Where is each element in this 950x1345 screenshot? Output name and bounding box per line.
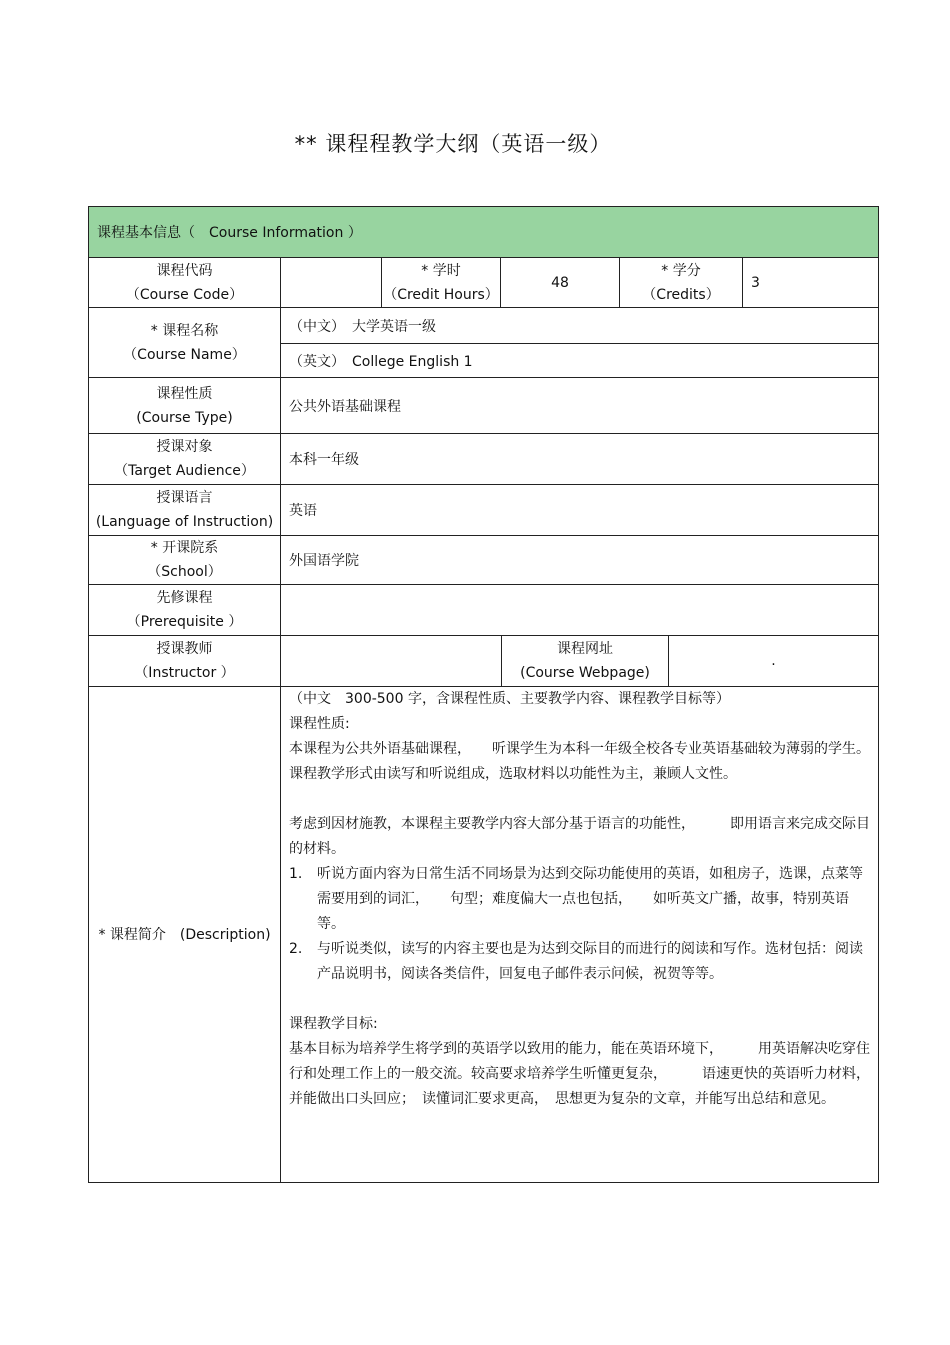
goal-heading: 课程教学目标: xyxy=(289,1016,378,1032)
description-body xyxy=(280,686,879,1183)
course-name-cn: （中文） 大学英语一级 xyxy=(280,307,879,344)
content-text: 考虑到因材施教，本课程主要教学内容大部分基于语言的功能性， 即用语言来完成交际目的材料。 xyxy=(289,816,870,857)
course-code-label: 课程代码 （Course Code） xyxy=(88,257,281,308)
target-audience-value: 本科一年级 xyxy=(280,433,879,485)
credit-hours-value: 48 xyxy=(500,257,620,308)
course-name-label: * 课程名称 （Course Name） xyxy=(88,307,281,378)
course-webpage-value: . xyxy=(668,635,879,687)
description-label: * 课程简介 (Description) xyxy=(88,686,281,1183)
page-title: ** 课程程教学大纲（英语一级） xyxy=(294,132,612,156)
credit-hours-label: * 学时 （Credit Hours） xyxy=(381,257,501,308)
language-value: 英语 xyxy=(280,484,879,536)
instructor-value xyxy=(280,635,502,687)
school-value: 外国语学院 xyxy=(280,535,879,585)
list-item: 2. 与听说类似，读写的内容主要也是为达到交际目的而进行的阅读和写作。选材包括：阅读产品说明书，阅读各类信件，回复电子邮件表示问候，祝贺等等。 xyxy=(289,941,863,982)
prerequisite-label: 先修课程 （Prerequisite ） xyxy=(88,584,281,636)
section-header-label: 课程基本信息（ Course Information ） xyxy=(97,225,362,241)
course-code-value xyxy=(280,257,382,308)
nature-text: 本课程为公共外语基础课程， 听课学生为本科一年级全校各专业英语基础较为薄弱的学生。课程教学形式由读写和听说组成，选取材料以功能性为主，兼顾人文性。 xyxy=(289,741,870,782)
course-name-en: （英文） College English 1 xyxy=(280,343,879,378)
language-label: 授课语言 (Language of Instruction) xyxy=(88,484,281,536)
nature-heading: 课程性质: xyxy=(289,716,350,732)
course-webpage-label: 课程网址 (Course Webpage) xyxy=(501,635,669,687)
description-intro: （中文 300-500 字，含课程性质、主要教学内容、课程教学目标等） xyxy=(289,691,730,707)
course-type-label: 课程性质 (Course Type) xyxy=(88,377,281,434)
credits-value: 3 xyxy=(742,257,879,308)
course-type-value: 公共外语基础课程 xyxy=(280,377,879,434)
list-item: 1. 听说方面内容为日常生活不同场景为达到交际功能使用的英语，如租房子，选课，点菜等需要用到的词汇， 句型；难度偏大一点也包括， 如听英文广播，故事，特别英语等。 xyxy=(289,866,863,932)
section-header xyxy=(88,206,879,258)
prerequisite-value xyxy=(280,584,879,636)
target-audience-label: 授课对象 （Target Audience） xyxy=(88,433,281,485)
credits-label: * 学分 （Credits） xyxy=(619,257,743,308)
goal-text: 基本目标为培养学生将学到的英语学以致用的能力，能在英语环境下， 用英语解决吃穿住行和处理工作上的一般交流。较高要求培养学生听懂更复杂， 语速更快的英语听力材料， 并能做出口头回应； 读懂词汇要求更高， 思想更为复杂的文章，并能写出总结和意见。 xyxy=(289,1041,877,1107)
instructor-label: 授课教师 （Instructor ） xyxy=(88,635,281,687)
school-label: * 开课院系 （School） xyxy=(88,535,281,585)
